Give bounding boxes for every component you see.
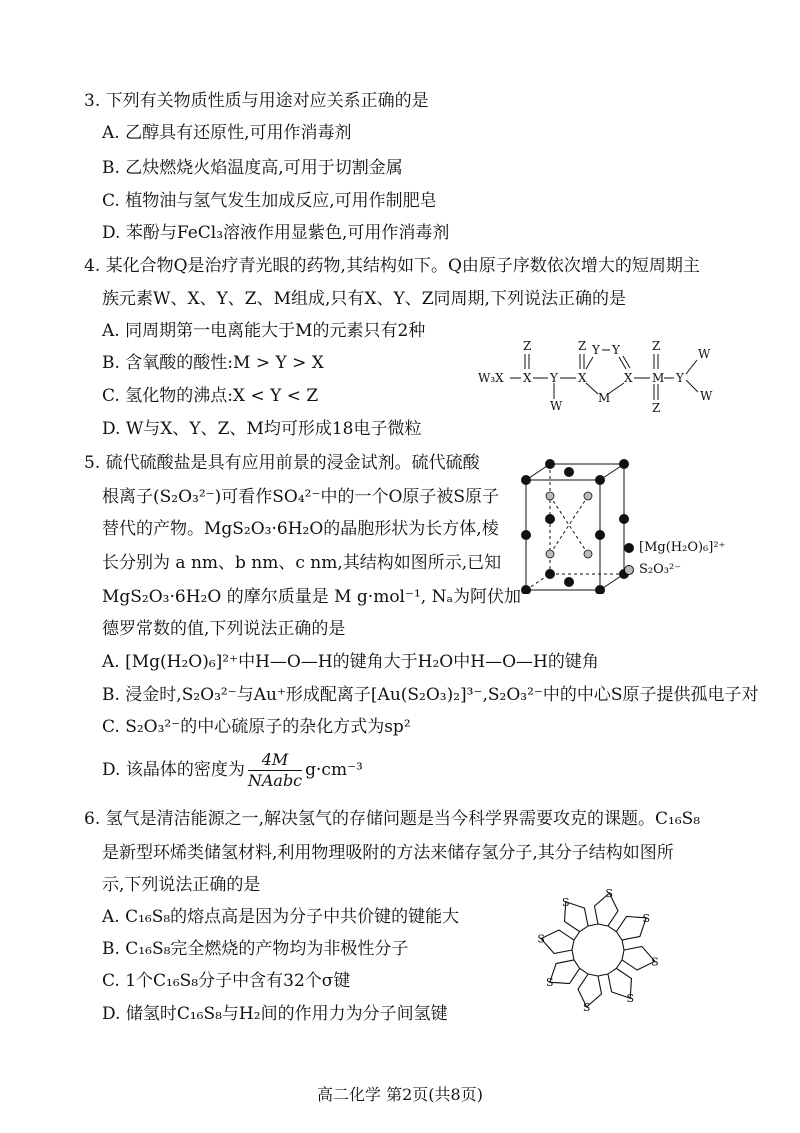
q4-structure-diagram (478, 336, 728, 418)
svg-text:Y: Y (550, 371, 558, 385)
q3-option-a: A. 乙醇具有还原性,可用作消毒剂 (102, 123, 352, 143)
q5-stem-line3: 替代的产物。MgS₂O₃·6H₂O的晶胞形状为长方体,棱 (102, 519, 499, 539)
q5-option-d: D. 该晶体的密度为 $\frac{4M}{\text{NAabc}}$ g·cm⁻³ (102, 750, 363, 790)
q4-option-c: C. 氢化物的沸点:X < Y < Z (102, 386, 319, 406)
legend-thiosulfate: S₂O₃²⁻ (624, 562, 681, 577)
svg-text:X: X (578, 371, 587, 385)
sulfur-atom-label: S (651, 955, 659, 969)
sulfur-atom-label: S (605, 887, 614, 901)
page-footer: 高二化学 第2页(共8页) (317, 1085, 483, 1104)
q6-option-c: C. 1个C₁₆S₈分子中含有32个σ键 (102, 971, 351, 991)
q4-stem-line1: 4. 某化合物Q是治疗青光眼的药物,其结构如下。Q由原子序数依次增大的短周期主 (84, 256, 700, 276)
svg-text:M: M (652, 371, 665, 385)
q6-stem-line2: 是新型环烯类储氢材料,利用物理吸附的方法来储存氢分子,其分子结构如图所 (102, 843, 674, 863)
svg-text:Y: Y (676, 371, 684, 385)
svg-text:Z: Z (652, 339, 661, 353)
sulfur-atom-label: S (546, 976, 554, 990)
q3-stem: 3. 下列有关物质性质与用途对应关系正确的是 (84, 91, 429, 111)
q5-stem-line2: 根离子(S₂O₃²⁻)可看作SO₄²⁻中的一个O原子被S原子 (102, 487, 500, 507)
sulfur-atom-label: S (642, 911, 650, 925)
density-fraction: $\frac{4M}{\text{NAabc}}$ (247, 750, 303, 790)
sulfur-atom-label: S (537, 932, 545, 946)
q4-option-d: D. W与X、Y、Z、M均可形成18电子微粒 (102, 419, 422, 439)
black-dot-icon (624, 543, 634, 553)
legend-mg-complex: [Mg(H₂O)₆]²⁺ (624, 540, 725, 555)
q3-option-d: D. 苯酚与FeCl₃溶液作用显紫色,可用作消毒剂 (102, 223, 450, 243)
q6-stem-line3: 示,下列说法正确的是 (102, 875, 261, 895)
svg-text:X: X (624, 371, 633, 385)
q6-molecule-diagram (528, 872, 668, 1022)
q5-stem-line6: 德罗常数的值,下列说法正确的是 (102, 619, 346, 639)
q5-stem-line1: 5. 硫代硫酸盐是具有应用前景的浸金试剂。硫代硫酸 (84, 453, 480, 473)
q5-stem-line4: 长分别为 a nm、b nm、c nm,其结构如图所示,已知 (102, 553, 502, 573)
q5-option-b: B. 浸金时,S₂O₃²⁻与Au⁺形成配离子[Au(S₂O₃)₂]³⁻,S₂O₃²⁻中的中心S原子提供孤电子对 (102, 685, 759, 705)
q6-option-a: A. C₁₆S₈的熔点高是因为分子中共价键的键能大 (102, 907, 460, 927)
q5-stem-line5: MgS₂O₃·6H₂O 的摩尔质量是 M g·mol⁻¹, Nₐ为阿伏加 (102, 587, 522, 607)
svg-text:Z: Z (578, 339, 587, 353)
q3-option-b: B. 乙炔燃烧火焰温度高,可用于切割金属 (102, 158, 403, 178)
sulfur-atom-label: S (562, 895, 570, 909)
thiophene-unit (541, 930, 574, 954)
q5-option-c: C. S₂O₃²⁻的中心硫原子的杂化方式为sp² (102, 717, 411, 737)
svg-text:W: W (700, 389, 713, 403)
svg-text:Y: Y (612, 343, 620, 357)
q5-option-a: A. [Mg(H₂O)₆]²⁺中H—O—H的键角大于H₂O中H—O—H的键角 (102, 652, 599, 672)
q6-option-d: D. 储氢时C₁₆S₈与H₂间的作用力为分子间氢键 (102, 1004, 448, 1024)
q4-stem-line2: 族元素W、X、Y、Z、M组成,只有X、Y、Z同周期,下列说法正确的是 (102, 289, 626, 309)
q6-stem-line1: 6. 氢气是清洁能源之一,解决氢气的存储问题是当今科学界需要攻克的课题。C₁₆S₈ (84, 809, 701, 829)
q6-option-b: B. C₁₆S₈完全燃烧的产物均为非极性分子 (102, 939, 409, 959)
q5-unit-cell-diagram (520, 458, 630, 594)
svg-text:W: W (698, 347, 711, 361)
svg-text:X: X (523, 371, 532, 385)
thiophene-unit (622, 946, 655, 970)
svg-text:Z: Z (652, 401, 661, 415)
gray-dot-icon (624, 565, 634, 575)
svg-text:Z: Z (523, 339, 532, 353)
q4-option-b: B. 含氧酸的酸性:M > Y > X (102, 353, 324, 373)
svg-text:W: W (550, 399, 563, 413)
sulfur-atom-label: S (582, 1000, 591, 1014)
svg-text:M: M (598, 391, 611, 405)
thiophene-unit (550, 960, 580, 984)
w3x-label: W₃X (478, 371, 504, 385)
q3-option-c: C. 植物油与氢气发生加成反应,可用作制肥皂 (102, 191, 437, 211)
central-ring (572, 924, 624, 976)
q4-option-a: A. 同周期第一电离能大于M的元素只有2种 (102, 321, 426, 341)
svg-text:Y: Y (592, 343, 600, 357)
sulfur-atom-label: S (626, 992, 634, 1006)
